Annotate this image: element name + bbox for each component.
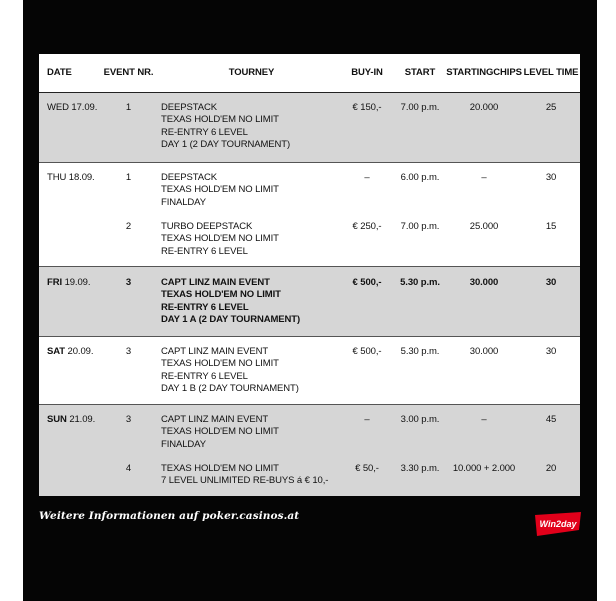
tournament-schedule-table bbox=[39, 54, 580, 496]
tourney-line: RE-ENTRY 6 LEVEL bbox=[161, 245, 248, 257]
tourney-line: FINALDAY bbox=[161, 438, 206, 450]
weekday: THU bbox=[47, 172, 67, 183]
starting-chips-cell: 10.000 + 2.000 bbox=[452, 463, 516, 474]
date-cell bbox=[47, 172, 107, 184]
start-cell: 3.00 p.m. bbox=[400, 414, 440, 425]
header-start: START bbox=[404, 67, 436, 78]
buy-in-cell: € 250,- bbox=[352, 221, 382, 232]
date-value: 21.09. bbox=[69, 414, 96, 425]
buy-in-cell: – bbox=[364, 172, 370, 183]
buy-in-cell: € 50,- bbox=[355, 463, 379, 474]
starting-chips-cell: 20.000 bbox=[469, 102, 499, 113]
header-date: DATE bbox=[47, 67, 72, 78]
header-tourney: TOURNEY bbox=[228, 67, 275, 78]
tourney-cell bbox=[161, 277, 361, 326]
date-cell bbox=[47, 346, 107, 358]
buy-in-cell: € 500,- bbox=[352, 277, 382, 288]
tourney-line: FINALDAY bbox=[161, 196, 206, 208]
starting-chips-cell: – bbox=[481, 414, 487, 425]
tourney-cell bbox=[161, 102, 361, 151]
starting-chips-cell: 30.000 bbox=[469, 277, 499, 288]
win2day-logo bbox=[535, 512, 581, 536]
weekday: WED bbox=[47, 102, 69, 113]
tourney-cell bbox=[161, 463, 361, 488]
start-cell: 6.00 p.m. bbox=[400, 172, 440, 183]
header-level-time: LEVEL TIME bbox=[523, 67, 579, 78]
tourney-line: DAY 1 (2 DAY TOURNAMENT) bbox=[161, 138, 291, 150]
weekday: FRI bbox=[47, 277, 63, 288]
start-cell: 7.00 p.m. bbox=[400, 221, 440, 232]
level-time-cell: 45 bbox=[545, 414, 557, 425]
starting-chips-cell: – bbox=[481, 172, 487, 183]
event-nr-cell: 2 bbox=[125, 221, 132, 232]
header-buy-in: BUY-IN bbox=[351, 67, 383, 78]
date-value: 18.09. bbox=[68, 172, 95, 183]
table-header bbox=[39, 54, 580, 93]
starting-chips-cell: 25.000 bbox=[469, 221, 499, 232]
start-cell: 7.00 p.m. bbox=[400, 102, 440, 113]
tourney-cell bbox=[161, 221, 361, 258]
tourney-line: TEXAS HOLD'EM NO LIMIT bbox=[161, 114, 279, 126]
weekday: SUN bbox=[47, 414, 67, 425]
date-value: 17.09. bbox=[71, 102, 98, 113]
tourney-line: TEXAS HOLD'EM NO LIMIT bbox=[161, 426, 279, 438]
level-time-cell: 30 bbox=[545, 277, 557, 288]
level-time-cell: 30 bbox=[545, 172, 557, 183]
tourney-line: TEXAS HOLD'EM NO LIMIT bbox=[161, 463, 279, 474]
level-time-cell: 15 bbox=[545, 221, 557, 232]
tourney-line: RE-ENTRY 6 LEVEL bbox=[161, 301, 249, 313]
date-cell bbox=[47, 414, 107, 426]
starting-chips-cell: 30.000 bbox=[469, 346, 499, 357]
header-event-nr: EVENT NR. bbox=[103, 67, 154, 78]
day-block-wed bbox=[39, 93, 580, 162]
logo-text: Win2day bbox=[539, 519, 577, 529]
tourney-line: TEXAS HOLD'EM NO LIMIT bbox=[161, 289, 281, 301]
schedule-panel bbox=[23, 0, 597, 601]
level-time-cell: 30 bbox=[545, 346, 557, 357]
tourney-line: TEXAS HOLD'EM NO LIMIT bbox=[161, 358, 279, 370]
tourney-line: RE-ENTRY 6 LEVEL bbox=[161, 370, 248, 382]
tourney-cell bbox=[161, 172, 361, 209]
day-block-fri bbox=[39, 266, 580, 336]
tourney-line: 7 LEVEL UNLIMITED RE-BUYS á € 10,- bbox=[161, 475, 329, 487]
event-nr-cell: 3 bbox=[125, 414, 132, 425]
tourney-line: CAPT LINZ MAIN EVENT bbox=[161, 414, 269, 425]
tourney-line: DAY 1 B (2 DAY TOURNAMENT) bbox=[161, 382, 299, 394]
event-nr-cell: 1 bbox=[125, 102, 132, 113]
tourney-line: CAPT LINZ MAIN EVENT bbox=[161, 277, 270, 288]
day-block-sat bbox=[39, 336, 580, 404]
info-text: Weitere Informationen auf poker.casinos.at bbox=[39, 510, 300, 522]
tourney-cell bbox=[161, 414, 361, 451]
buy-in-cell: – bbox=[364, 414, 370, 425]
tourney-line: DEEPSTACK bbox=[161, 102, 217, 113]
tourney-line: TEXAS HOLD'EM NO LIMIT bbox=[161, 184, 279, 196]
date-value: 20.09. bbox=[67, 346, 94, 357]
date-cell bbox=[47, 277, 107, 289]
tourney-cell bbox=[161, 346, 361, 395]
event-nr-cell: 3 bbox=[125, 346, 132, 357]
date-cell bbox=[47, 102, 107, 114]
tourney-line: DEEPSTACK bbox=[161, 172, 217, 183]
start-cell: 3.30 p.m. bbox=[400, 463, 440, 474]
tourney-line: RE-ENTRY 6 LEVEL bbox=[161, 126, 248, 138]
event-nr-cell: 4 bbox=[125, 463, 132, 474]
start-cell: 5.30 p.m. bbox=[400, 277, 440, 288]
tourney-line: TEXAS HOLD'EM NO LIMIT bbox=[161, 233, 279, 245]
date-value: 19.09. bbox=[64, 277, 91, 288]
event-nr-cell: 3 bbox=[125, 277, 132, 288]
buy-in-cell: € 500,- bbox=[352, 346, 382, 357]
day-block-sun bbox=[39, 404, 580, 496]
weekday: SAT bbox=[47, 346, 65, 357]
tourney-line: DAY 1 A (2 DAY TOURNAMENT) bbox=[161, 313, 301, 325]
buy-in-cell: € 150,- bbox=[352, 102, 382, 113]
tourney-line: CAPT LINZ MAIN EVENT bbox=[161, 346, 269, 357]
header-starting-chips: STARTING CHIPS bbox=[446, 67, 522, 78]
start-cell: 5.30 p.m. bbox=[400, 346, 440, 357]
level-time-cell: 20 bbox=[545, 463, 557, 474]
day-block-thu bbox=[39, 162, 580, 266]
event-nr-cell: 1 bbox=[125, 172, 132, 183]
tourney-line: TURBO DEEPSTACK bbox=[161, 221, 253, 232]
level-time-cell: 25 bbox=[545, 102, 557, 113]
